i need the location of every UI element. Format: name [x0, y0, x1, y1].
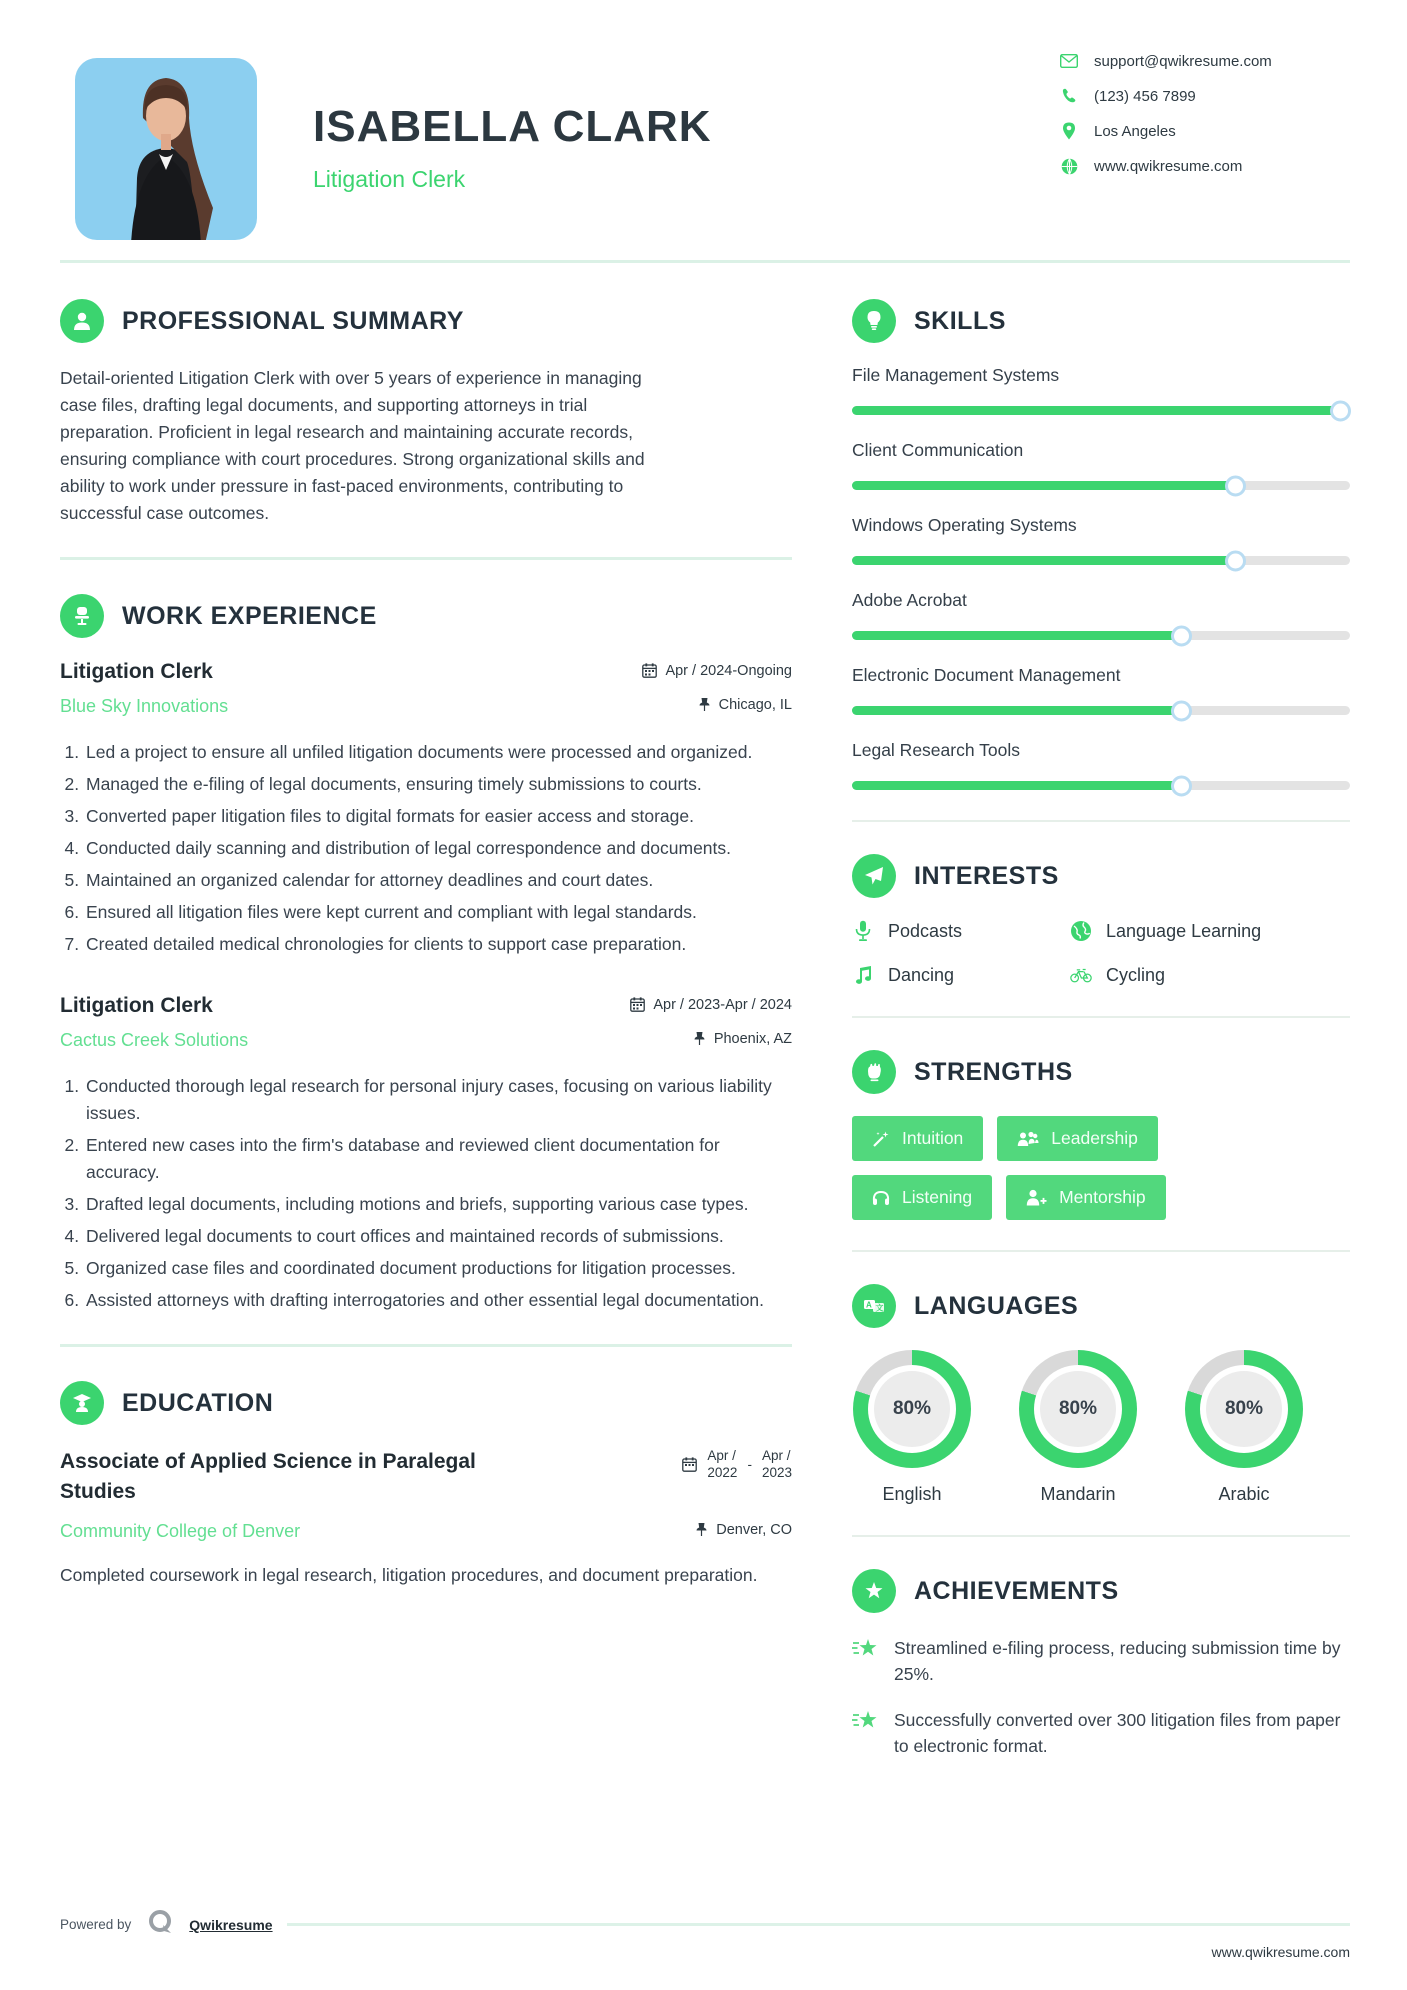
- left-column: [60, 299, 792, 1779]
- identity-block: [313, 58, 1060, 193]
- left-divider-1: [60, 557, 792, 560]
- language-item: [1018, 1350, 1138, 1505]
- email-icon: [1060, 52, 1078, 70]
- slider-knob[interactable]: [1225, 550, 1246, 571]
- slider-knob[interactable]: [1330, 400, 1351, 421]
- section-strengths: [852, 1050, 1350, 1220]
- section-education: [60, 1381, 792, 1589]
- interest-label: Cycling: [1106, 964, 1166, 985]
- graduate-icon: [60, 1381, 104, 1425]
- job-title: Litigation Clerk: [60, 994, 213, 1017]
- pushpin-icon: [698, 697, 711, 712]
- interest-item: [852, 964, 1070, 986]
- globe-icon: [1070, 920, 1092, 942]
- language-charts: [852, 1350, 1350, 1505]
- edu-date-separator: -: [747, 1456, 752, 1472]
- microphone-icon: [852, 920, 874, 942]
- education-location-text: Denver, CO: [716, 1521, 792, 1538]
- job-date: [642, 663, 792, 679]
- edu-end-year: 2023: [761, 1465, 792, 1480]
- interest-grid: [852, 920, 1350, 986]
- edu-start-month: Apr /: [707, 1448, 736, 1463]
- contact-website-text[interactable]: www.qwikresume.com: [1094, 157, 1243, 175]
- section-achievements: [852, 1569, 1350, 1759]
- footer: [60, 1907, 1350, 1960]
- job-company: Blue Sky Innovations: [60, 696, 229, 716]
- powered-by-text: Powered by: [60, 1917, 132, 1932]
- contact-email: [1060, 52, 1350, 70]
- skills-heading: SKILLS: [914, 306, 1006, 335]
- skill-slider[interactable]: [852, 631, 1350, 640]
- skill-label: File Management Systems: [852, 365, 1060, 385]
- job-bullet: 6. Ensured all litigation files were kept current and compliant with legal standards.: [84, 899, 792, 926]
- skill-label: Legal Research Tools: [852, 740, 1020, 760]
- interests-heading: INTERESTS: [914, 861, 1059, 890]
- skill-slider[interactable]: [852, 706, 1350, 715]
- strength-label: Leadership: [1051, 1128, 1138, 1148]
- candidate-title: Litigation Clerk: [313, 166, 466, 192]
- person-photo-illustration: [75, 58, 257, 240]
- language-percent: 80%: [1206, 1371, 1282, 1447]
- right-divider-4: [852, 1535, 1350, 1537]
- job-location-text: Chicago, IL: [718, 696, 792, 713]
- interest-item: [1070, 920, 1350, 942]
- strength-label: Mentorship: [1059, 1187, 1146, 1207]
- shooting-star-icon: [852, 1709, 878, 1759]
- qwikresume-logo: [145, 1907, 175, 1942]
- job-bullet: 7. Created detailed medical chronologies for clients to support case preparation.: [84, 931, 792, 958]
- contact-list: [1060, 52, 1350, 192]
- language-donut-chart: [853, 1350, 971, 1468]
- profile-photo: [75, 58, 257, 240]
- job-date-text: Apr / 2023-Apr / 2024: [653, 996, 792, 1013]
- skill-slider[interactable]: [852, 481, 1350, 490]
- qwikresume-link[interactable]: Qwikresume: [189, 1916, 273, 1933]
- section-languages: [852, 1284, 1350, 1505]
- job-company: Cactus Creek Solutions: [60, 1030, 249, 1050]
- job-bullet: 1. Led a project to ensure all unfiled litigation documents were processed and organized.: [84, 739, 792, 766]
- school-name: Community College of Denver: [60, 1521, 301, 1541]
- contact-phone-text: (123) 456 7899: [1094, 87, 1196, 105]
- summary-section-head: [60, 299, 792, 343]
- achievements-section-head: [852, 1569, 1350, 1613]
- language-label: Arabic: [1218, 1484, 1270, 1504]
- bicycle-icon: [1070, 964, 1092, 986]
- strength-tag: [852, 1175, 992, 1220]
- section-interests: [852, 854, 1350, 986]
- slider-knob[interactable]: [1225, 475, 1246, 496]
- achievement-text: Successfully converted over 300 litigation files from paper to electronic format.: [894, 1710, 1341, 1756]
- interest-label: Dancing: [888, 964, 955, 985]
- calendar-icon: [642, 663, 657, 678]
- job-bullet: 2. Managed the e-filing of legal documents, ensuring timely submissions to courts.: [84, 771, 792, 798]
- strengths-section-head: [852, 1050, 1350, 1094]
- users-icon: [1017, 1131, 1039, 1147]
- right-divider-3: [852, 1250, 1350, 1252]
- content: [0, 263, 1407, 1779]
- interest-item: [852, 920, 1070, 942]
- contact-email-text[interactable]: support@qwikresume.com: [1094, 52, 1272, 70]
- svg-text:文: 文: [875, 1303, 884, 1313]
- experience-section-head: [60, 594, 792, 638]
- contact-location-text: Los Angeles: [1094, 122, 1176, 140]
- language-donut-chart: [1185, 1350, 1303, 1468]
- achievement-text: Streamlined e-filing process, reducing submission time by 25%.: [894, 1638, 1341, 1684]
- contact-website: [1060, 157, 1350, 175]
- strength-label: Listening: [902, 1187, 973, 1207]
- job-bullet: 1. Conducted thorough legal research for personal injury cases, focusing on various liability issues.: [84, 1073, 792, 1127]
- translate-icon: [852, 1284, 896, 1328]
- section-professional-summary: [60, 299, 792, 527]
- wand-icon: [872, 1130, 890, 1148]
- language-percent: 80%: [874, 1371, 950, 1447]
- calendar-icon: [630, 997, 645, 1012]
- summary-text: Detail-oriented Litigation Clerk with over 5 years of experience in managing case files, drafting legal documents, and supporting attorneys in trial preparation. Proficient in legal research and maintaining accurate records, ensuring compliance with court procedures. Strong organizational skills and ability to work under pressure in fast-paced environments, contributing to successful case outcomes.: [60, 368, 645, 523]
- interests-section-head: [852, 854, 1350, 898]
- education-note: Completed coursework in legal research, litigation procedures, and document preparation.: [60, 1565, 758, 1585]
- star-badge-icon: [852, 1569, 896, 1613]
- skill-item: [852, 515, 1350, 565]
- music-note-icon: [852, 964, 874, 986]
- job-title: Litigation Clerk: [60, 660, 213, 683]
- job-bullet: 3. Converted paper litigation files to digital formats for easier access and storage.: [84, 803, 792, 830]
- job-bullet: 5. Maintained an organized calendar for attorney deadlines and court dates.: [84, 867, 792, 894]
- strength-tag: [852, 1116, 983, 1161]
- interest-label: Language Learning: [1106, 920, 1262, 941]
- job-bullet: 2. Entered new cases into the firm's database and reviewed client documentation for accuracy.: [84, 1132, 792, 1186]
- achievement-item: [852, 1635, 1350, 1687]
- skill-item: [852, 590, 1350, 640]
- slider-knob[interactable]: [1171, 625, 1192, 646]
- right-divider-1: [852, 820, 1350, 822]
- languages-heading: LANGUAGES: [914, 1291, 1079, 1320]
- job-bullet: 4. Delivered legal documents to court offices and maintained records of submissions.: [84, 1223, 792, 1250]
- strength-label: Intuition: [902, 1128, 964, 1148]
- globe-icon: [1060, 157, 1078, 175]
- footer-site-url[interactable]: www.qwikresume.com: [1211, 1944, 1350, 1960]
- language-label: Mandarin: [1040, 1484, 1116, 1504]
- achievement-item: [852, 1707, 1350, 1759]
- job-date-text: Apr / 2024-Ongoing: [665, 662, 792, 679]
- language-donut-chart: [1019, 1350, 1137, 1468]
- strength-tags: [852, 1116, 1272, 1220]
- edu-start-year: 2022: [707, 1465, 738, 1480]
- slider-knob[interactable]: [1171, 775, 1192, 796]
- language-item: [852, 1350, 972, 1505]
- achievements-heading: ACHIEVEMENTS: [914, 1576, 1119, 1605]
- paper-plane-icon: [852, 854, 896, 898]
- job-date: [630, 997, 792, 1013]
- right-column: [852, 299, 1350, 1779]
- right-divider-2: [852, 1016, 1350, 1018]
- svg-text:A: A: [866, 1300, 872, 1310]
- shooting-star-icon: [852, 1637, 878, 1687]
- job-location: [698, 697, 792, 713]
- skill-item: [852, 665, 1350, 715]
- interest-label: Podcasts: [888, 920, 963, 941]
- person-icon: [60, 299, 104, 343]
- job-entry: [60, 660, 792, 958]
- job-bullet-list: [60, 1073, 792, 1314]
- language-item: [1184, 1350, 1304, 1505]
- language-percent: 80%: [1040, 1371, 1116, 1447]
- skill-item: [852, 440, 1350, 490]
- skills-section-head: [852, 299, 1350, 343]
- section-work-experience: [60, 594, 792, 1314]
- edu-end-month: Apr /: [761, 1448, 791, 1463]
- fist-icon: [852, 1050, 896, 1094]
- skill-slider[interactable]: [852, 406, 1350, 415]
- job-location: [693, 1031, 792, 1047]
- education-heading: EDUCATION: [122, 1388, 274, 1417]
- slider-knob[interactable]: [1171, 700, 1192, 721]
- skill-label: Windows Operating Systems: [852, 515, 1077, 535]
- education-section-head: [60, 1381, 792, 1425]
- headphones-icon: [872, 1189, 890, 1206]
- interest-item: [1070, 964, 1350, 986]
- phone-icon: [1060, 87, 1078, 105]
- contact-location: [1060, 122, 1350, 140]
- language-label: English: [882, 1484, 942, 1504]
- job-bullet-list: [60, 739, 792, 958]
- education-dates: [682, 1447, 792, 1481]
- experience-heading: WORK EXPERIENCE: [122, 601, 377, 630]
- left-divider-2: [60, 1344, 792, 1347]
- pushpin-icon: [695, 1522, 708, 1537]
- education-location: [695, 1522, 792, 1538]
- user-plus-icon: [1026, 1189, 1047, 1206]
- job-entry: [60, 994, 792, 1314]
- summary-heading: PROFESSIONAL SUMMARY: [122, 306, 464, 335]
- skill-label: Client Communication: [852, 440, 1024, 460]
- skill-item: [852, 740, 1350, 790]
- job-bullet: 3. Drafted legal documents, including motions and briefs, supporting various case types.: [84, 1191, 792, 1218]
- skill-label: Adobe Acrobat: [852, 590, 967, 610]
- job-location-text: Phoenix, AZ: [713, 1030, 792, 1047]
- work-icon: [60, 594, 104, 638]
- skill-slider[interactable]: [852, 781, 1350, 790]
- skill-item: [852, 365, 1350, 415]
- degree-title: Associate of Applied Science in Paralegal Studies: [60, 1450, 476, 1503]
- lightbulb-icon: [852, 299, 896, 343]
- header: [0, 0, 1407, 240]
- job-bullet: 4. Conducted daily scanning and distribution of legal correspondence and documents.: [84, 835, 792, 862]
- strength-tag: [997, 1116, 1158, 1161]
- section-skills: [852, 299, 1350, 790]
- skill-slider[interactable]: [852, 556, 1350, 565]
- candidate-name: ISABELLA CLARK: [313, 102, 712, 151]
- contact-phone: [1060, 87, 1350, 105]
- strength-tag: [1006, 1175, 1166, 1220]
- strengths-heading: STRENGTHS: [914, 1057, 1073, 1086]
- footer-rule: [287, 1923, 1350, 1926]
- job-bullet: 6. Assisted attorneys with drafting interrogatories and other essential legal documentation.: [84, 1287, 792, 1314]
- skill-label: Electronic Document Management: [852, 665, 1121, 685]
- calendar-icon: [682, 1457, 697, 1472]
- location-icon: [1060, 122, 1078, 140]
- job-bullet: 5. Organized case files and coordinated document productions for litigation processes.: [84, 1255, 792, 1282]
- languages-section-head: [852, 1284, 1350, 1328]
- pushpin-icon: [693, 1031, 706, 1046]
